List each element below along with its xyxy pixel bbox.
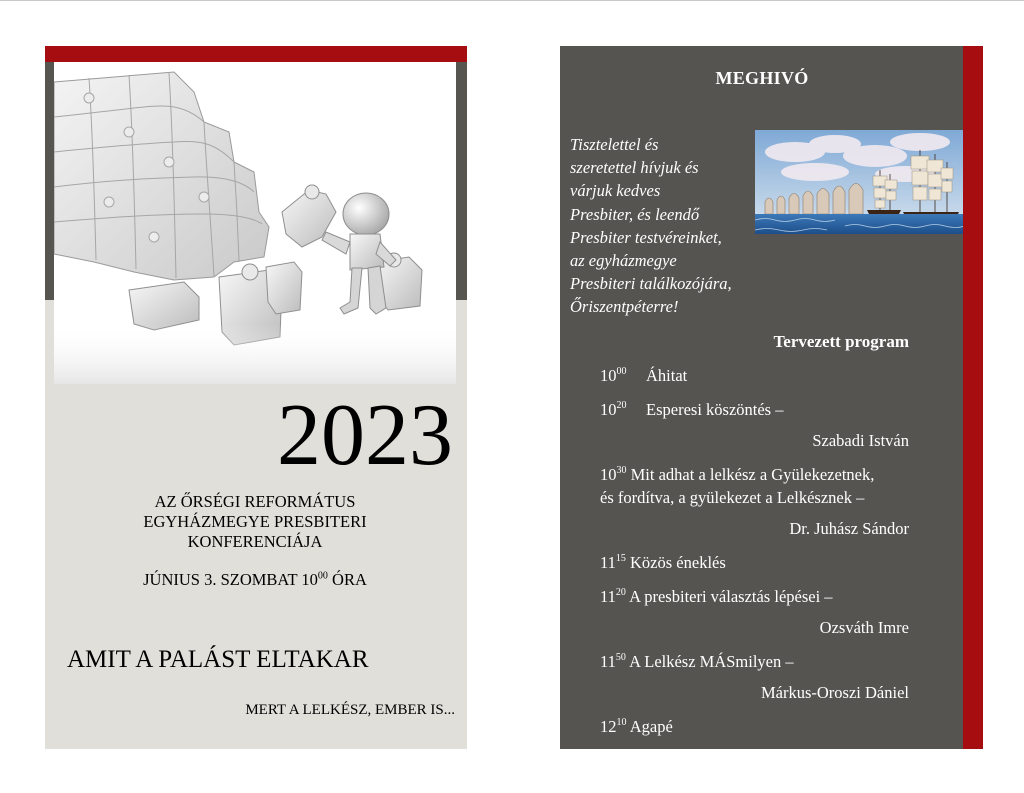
ships-at-sea-image: [755, 130, 963, 234]
cover-headline: AMIT A PALÁST ELTAKAR: [67, 646, 369, 673]
program-time-hour: 10: [600, 366, 617, 385]
invitation-page: [560, 46, 983, 749]
conference-name-line: KONFERENCIÁJA: [187, 532, 323, 551]
intro-line: az egyházmegye: [570, 251, 677, 271]
program-time-minute: 30: [616, 465, 627, 476]
program-time-hour: 10: [600, 465, 617, 484]
program-item-line: [600, 715, 909, 738]
program-item: [600, 715, 909, 738]
program-time-hour: 11: [600, 587, 616, 606]
intro-line: szeretettel hívjuk és: [570, 158, 699, 178]
program-time-minute: 15: [615, 553, 626, 564]
invitation-red-bar: [963, 46, 983, 749]
invitation-intro: [570, 133, 760, 319]
event-date: [85, 570, 425, 590]
program-heading: Tervezett program: [773, 332, 909, 351]
program-time-minute: 20: [616, 400, 627, 411]
invitation-title: MEGHIVÓ: [715, 68, 809, 88]
program-time-hour: 12: [600, 717, 617, 736]
cover-red-bar: [45, 46, 467, 62]
cover-year: 2023: [277, 387, 453, 484]
program-time-minute: 50: [615, 652, 626, 663]
intro-line: Őriszentpéterre!: [570, 297, 679, 317]
program-item-line: [600, 398, 909, 421]
intro-line: Presbiteri találkozójára,: [570, 274, 732, 294]
intro-line: Tisztelettel és: [570, 135, 659, 154]
program-item-title: Áhitat: [646, 366, 688, 385]
intro-line: Presbiter, és leendő: [570, 204, 700, 224]
program-time: [600, 715, 627, 738]
program-item: [600, 364, 909, 387]
program-item-title: Mit adhat a lelkész a Gyülekezetnek,: [630, 465, 875, 484]
program-item-title: Közös éneklés: [630, 553, 726, 572]
program-item-title: Esperesi köszöntés –: [646, 400, 784, 419]
conference-name-line: EGYHÁZMEGYE PRESBITERI: [143, 512, 367, 531]
conference-name: [85, 492, 425, 552]
program-time-minute: 00: [616, 366, 627, 377]
brochure-cover-page: [45, 46, 467, 749]
program-speaker: Ozsváth Imre: [819, 618, 909, 637]
program-item: [600, 398, 909, 452]
program-time: [600, 585, 626, 608]
program-speaker: Márkus-Oroszi Dániel: [760, 683, 909, 702]
program-item-line: [600, 463, 909, 486]
program-item-line: [600, 364, 909, 387]
window-top-border: [0, 0, 1024, 1]
program-time: [600, 650, 626, 673]
event-date-text: JÚNIUS 3. SZOMBAT 10: [143, 570, 318, 589]
event-date-minutes: 00: [317, 570, 328, 582]
program-time-minute: 10: [616, 717, 627, 728]
program-item: [600, 551, 909, 574]
program-speaker: Szabadi István: [812, 431, 909, 450]
program-time-minute: 20: [615, 587, 626, 598]
event-date-tail: ÓRA: [327, 570, 367, 589]
program-item-line: [600, 650, 909, 673]
program-item-line: [600, 585, 909, 608]
intro-line: várjuk kedves: [570, 181, 661, 201]
program-time: [600, 463, 627, 486]
program-time: [600, 398, 646, 421]
program-item-title: Agapé: [629, 717, 673, 736]
program-item: [600, 650, 909, 704]
program-time-hour: 11: [600, 652, 616, 671]
program-time-hour: 11: [600, 553, 616, 572]
program-speaker: Dr. Juhász Sándor: [789, 519, 909, 538]
cover-subheadline: MERT A LELKÉSZ, EMBER IS...: [245, 702, 455, 718]
puzzle-wall-image: [54, 62, 456, 384]
program-item-title: A presbiteri választás lépései –: [629, 587, 833, 606]
program-list: [600, 364, 909, 749]
program-item-title: A Lelkész MÁSmilyen –: [629, 652, 794, 671]
program-time-hour: 10: [600, 400, 617, 419]
program-item: [600, 463, 909, 540]
program-item-line: és fordítva, a gyülekezet a Lelkésznek –: [600, 488, 865, 507]
program-item: [600, 585, 909, 639]
program-time: [600, 551, 626, 574]
program-time: [600, 364, 646, 387]
intro-line: Presbiter testvéreinket,: [570, 227, 722, 247]
conference-name-line: AZ ŐRSÉGI REFORMÁTUS: [154, 492, 356, 511]
program-item-line: [600, 551, 909, 574]
